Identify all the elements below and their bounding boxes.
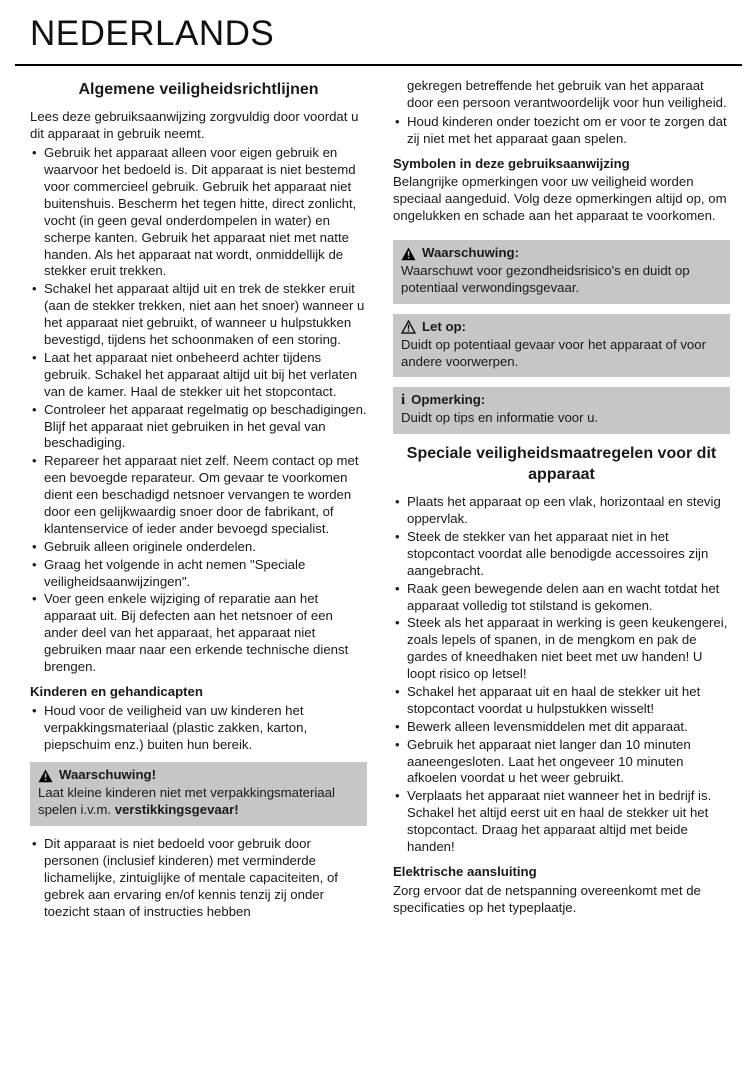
box-title: Waarschuwing: <box>422 245 519 261</box>
special-safety-list <box>393 494 730 856</box>
list-item: • Houd voor de veiligheid van uw kinderen het verpakkingsmateriaal (plastic zakken, karton, piepschuim enz.) buiten hun bereik. <box>30 703 367 754</box>
page-title: NEDERLANDS <box>30 14 275 53</box>
list-item: • Raak geen bewegende delen aan en wacht totdat het apparaat volledig tot stilstand is gekomen. <box>393 581 730 615</box>
children-safety-list-continued <box>30 836 367 920</box>
list-item: • Schakel het apparaat altijd uit en trek de stekker eruit (aan de stekker trekken, niet aan het snoer) wanneer u het apparaat niet gebruikt, of wanneer u hulpstukken bevestigd, tijdens het schoonmaken of een storing. <box>30 281 367 349</box>
warning-triangle-icon <box>401 247 416 261</box>
warning-box-title-row <box>38 767 359 784</box>
electrical-paragraph: Zorg ervoor dat de netspanning overeenkomt met de specificaties op het typeplaatje. <box>393 882 701 915</box>
list-item: • Voer geen enkele wijziging of reparatie aan het apparaat uit. Bij defecten aan het netsnoer of een ander deel van het apparaat, het apparaat niet gebruiken maar naar een erkende technische dienst brengen. <box>30 591 367 675</box>
two-column-layout <box>30 78 730 923</box>
box-title: Let op: <box>422 318 466 334</box>
warning-box-title: Waarschuwing! <box>59 767 156 783</box>
warning-box-text <box>38 785 359 819</box>
list-item: • Dit apparaat is niet bedoeld voor gebruik door personen (inclusief kinderen) met verminderde lichamelijke, zintuiglijke of mentale capaciteiten, of gebrek aan ervaring en/of kennis tenzij zij onder toezicht staan of instructies hebben <box>30 836 367 920</box>
symbols-paragraph: Belangrijke opmerkingen voor uw veiligheid worden speciaal aangeduid. Volg deze opmerkingen altijd op, om ongelukken en schade aan het apparaat te voorkomen. <box>393 174 727 224</box>
list-item: • Controleer het apparaat regelmatig op beschadigingen. Blijf het apparaat niet gebruiken in het geval van beschadiging. <box>30 402 367 453</box>
list-item: • Graag het volgende in acht nemen "Speciale veiligheidsaanwijzingen". <box>30 557 367 591</box>
warning-box-text-normal: Laat kleine kinderen niet met verpakkingsmateriaal spelen i.v.m. <box>38 785 335 818</box>
list-item: • Steek als het apparaat in werking is geen keukengerei, zoals lepels of spanen, in de mengkom en pak de gardes of kneedhaken niet beet met uw handen! U loopt risico op letsel! <box>393 615 730 683</box>
list-item: • Verplaats het apparaat niet wanneer het in bedrijf is. Schakel het altijd eerst uit en haal de stekker uit het stopcontact. Draag het apparaat altijd met beide handen! <box>393 788 730 856</box>
right-column <box>393 78 730 923</box>
children-safety-list <box>30 703 367 754</box>
warning-box-text-bold: verstikkingsgevaar! <box>114 802 239 818</box>
caution-triangle-icon <box>401 320 416 334</box>
warning-box-children <box>30 762 367 826</box>
warning-triangle-icon <box>38 769 53 783</box>
warning-box-title-row <box>401 245 722 262</box>
general-safety-list <box>30 145 367 676</box>
caution-box-symbol <box>393 314 730 378</box>
warning-box-symbol <box>393 240 730 304</box>
caution-box-title-row <box>401 319 722 336</box>
list-item: • Plaats het apparaat op een vlak, horizontaal en stevig oppervlak. <box>393 494 730 528</box>
list-item: • Steek de stekker van het apparaat niet in het stopcontact voordat alle benodigde accessoires zijn aangebracht. <box>393 529 730 580</box>
title-divider <box>15 64 742 66</box>
continuation-paragraph: gekregen betreffende het gebruik van het apparaat door een persoon verantwoordelijk voor hun veiligheid. <box>407 78 727 110</box>
list-item: • Schakel het apparaat uit en haal de stekker uit het stopcontact voordat u hulpstukken wisselt! <box>393 684 730 718</box>
left-column <box>30 78 367 923</box>
info-icon: i <box>401 392 406 409</box>
list-item: • Laat het apparaat niet onbeheerd achter tijdens gebruik. Schakel het apparaat altijd uit bij het verlaten van de kamer. Haal de stekker uit het stopcontact. <box>30 350 367 401</box>
list-item: • Houd kinderen onder toezicht om er voor te zorgen dat zij niet met het apparaat gaan spelen. <box>393 114 730 148</box>
subheading-electrical: Elektrische aansluiting <box>393 863 537 879</box>
list-item: • Bewerk alleen levensmiddelen met dit apparaat. <box>393 719 730 736</box>
subheading-children: Kinderen en gehandicapten <box>30 683 203 699</box>
section-heading-general-safety: Algemene veiligheidsrichtlijnen <box>78 81 319 98</box>
list-item: • Gebruik het apparaat niet langer dan 10 minuten aaneengesloten. Laat het ongeveer 10 minuten afkoelen voordat u het weer gebruikt. <box>393 737 730 788</box>
list-item: • Repareer het apparaat niet zelf. Neem contact op met een bevoegde reparateur. Om gevaar te voorkomen dient een beschadigd netsnoer vervangen te worden door een gelijkwaardig snoer door de fabrikant, of klantenservice of ieder ander bevoegd specialist. <box>30 453 367 537</box>
section-heading-special-safety: Speciale veiligheidsmaatregelen voor dit apparaat <box>406 445 717 483</box>
box-text: Duidt op tips en informatie voor u. <box>401 410 599 426</box>
supervision-list <box>393 114 730 148</box>
box-text: Waarschuwt voor gezondheidsrisico's en duidt op potentiaal verwondingsgevaar. <box>401 263 690 295</box>
list-item: • Gebruik het apparaat alleen voor eigen gebruik en waarvoor het bedoeld is. Dit apparaat is niet bestemd voor commercieel gebruik. Gebruik het apparaat niet buitenshuis. Bescherm het tegen hitte, direct zonlicht, vocht (in geen geval onderdompelen in water) en scherpe kanten. Gebruik het apparaat niet met natte handen. Als het apparaat nat wordt, onmiddellijk de stekker eruit trekken. <box>30 145 367 280</box>
list-item: • Gebruik alleen originele onderdelen. <box>30 539 367 556</box>
box-text: Duidt op potentiaal gevaar voor het apparaat of voor andere voorwerpen. <box>401 336 706 369</box>
intro-paragraph: Lees deze gebruiksaanwijzing zorgvuldig door voordat u dit apparaat in gebruik neemt. <box>30 109 359 142</box>
note-box-title-row <box>401 392 722 409</box>
subheading-symbols: Symbolen in deze gebruiksaanwijzing <box>393 155 630 171</box>
box-title: Opmerking: <box>411 392 486 408</box>
note-box-symbol <box>393 387 730 434</box>
